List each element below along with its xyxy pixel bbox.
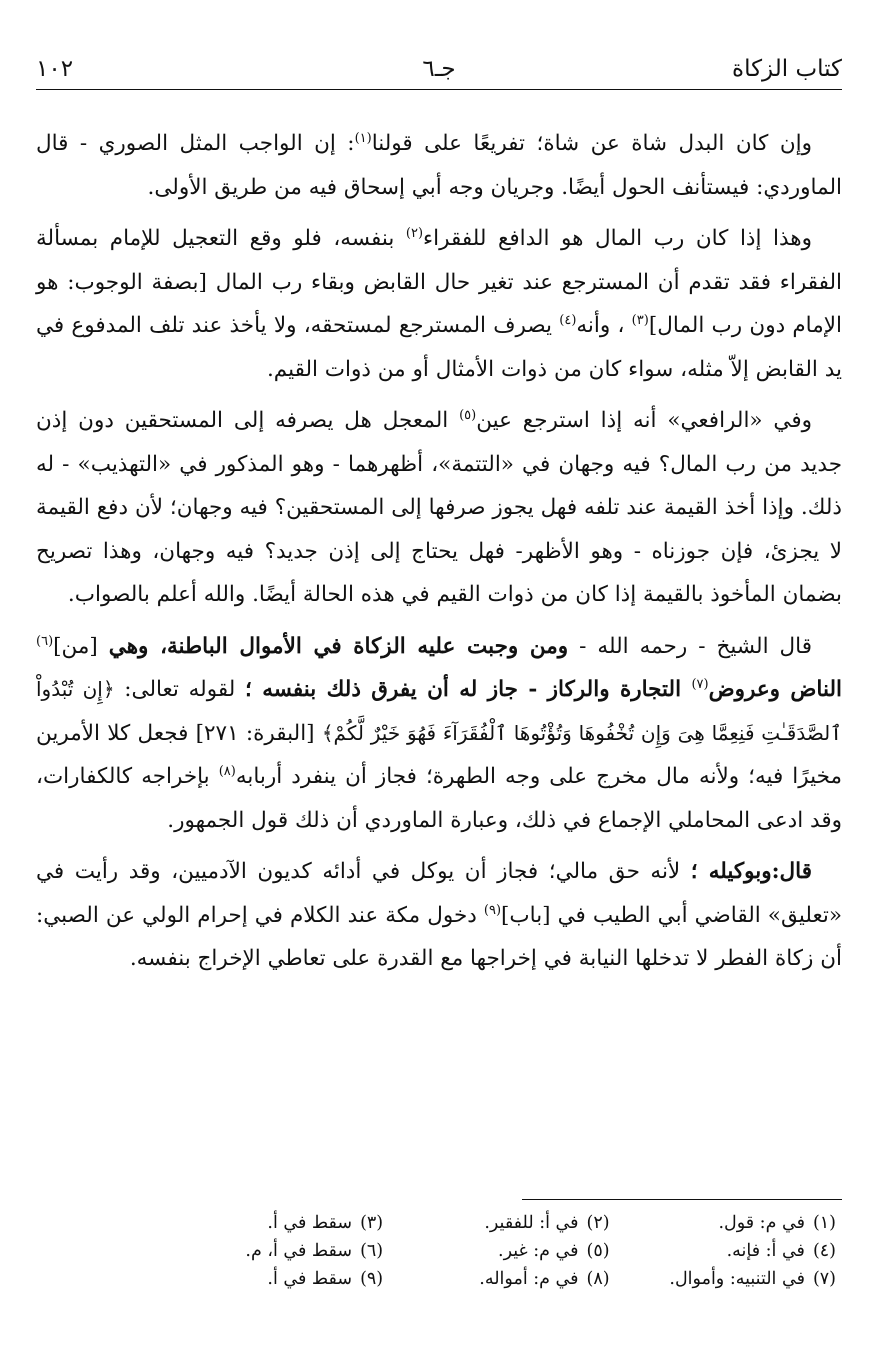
text-run: : إن الواجب المثل الصوري - قال الماوردي: فيستأنف الحول أيضًا. وجريان وجه أبي إسحاق فيه من طريق الأولى.	[36, 131, 842, 200]
footnote-number: (٣)	[360, 1213, 384, 1233]
footnote-number: (٨)	[586, 1269, 610, 1289]
footnote-ref: (٢)	[405, 225, 424, 241]
text-run: لأنه حق مالي؛ فجاز أن يوكل في أدائه كديون الآدميين، وقد رأيت في «تعليق» القاضي أبي الطيب في [باب]	[36, 859, 842, 928]
footnote-text: سقط في أ.	[267, 1213, 353, 1233]
quran-verse: ﴿إِن تُبْدُواْ ٱلصَّدَقَـٰتِ فَنِعِمَّا هِىَ وَإِن تُخْفُوهَا وَتُؤْتُوهَا ٱلْفُقَرَآءَ فَهُوَ خَيْرٌ لَّكُمْ﴾	[36, 677, 842, 745]
footnote-ref: (٩)	[483, 902, 502, 918]
footnote-text: سقط في أ.	[267, 1269, 353, 1289]
footnote	[610, 1209, 836, 1237]
footnote-number: (٢)	[586, 1213, 610, 1233]
footnote	[383, 1237, 609, 1265]
page-number: ١٠٢	[36, 56, 74, 82]
main-text	[36, 122, 842, 989]
footnote-text: في م: أمواله.	[479, 1269, 579, 1289]
footnote	[383, 1209, 609, 1237]
footnote	[157, 1265, 383, 1293]
paragraph-3	[36, 399, 842, 617]
text-run: بنفسه، فلو وقع التعجيل للإمام بمسألة الفقراء فقد تقدم أن المسترجع عند تغير حال القابض وبقاء رب المال [بصفة الوجوب: هو الإمام دون رب المال]	[36, 226, 842, 338]
footnote-ref: (٤)	[559, 312, 577, 328]
footnote-number: (٥)	[586, 1241, 610, 1261]
footnote	[157, 1209, 383, 1237]
paragraph-5	[36, 850, 842, 981]
volume-label: جـ٦	[422, 56, 456, 82]
paragraph-2	[36, 217, 842, 391]
footnote-ref: (٧)	[691, 676, 709, 692]
footnote-text: في م: غير.	[498, 1241, 579, 1261]
matn-text: قال:وبوكيله ؛	[690, 859, 812, 884]
text-run: دخول مكة عند الكلام في إحرام الولي عن الصبي: أن زكاة الفطر لا تدخلها النيابة في إخراجها مع القدرة على تعاطي الإخراج بنفسه.	[36, 902, 842, 971]
page-header	[36, 52, 842, 86]
text-run: ، وأنه	[576, 313, 632, 338]
footnote-number: (٧)	[812, 1269, 836, 1289]
footnote-row	[156, 1265, 836, 1293]
footnotes	[156, 1209, 836, 1293]
footnote	[610, 1237, 836, 1265]
footnote	[157, 1237, 383, 1265]
text-run: وإن كان البدل شاة عن شاة؛ تفريعًا على قولنا	[371, 131, 812, 156]
footnote-number: (٤)	[812, 1241, 836, 1261]
footnote-text: سقط في أ، م.	[245, 1241, 353, 1261]
matn-text: ومن وجبت عليه الزكاة في الأموال الباطنة، وهي	[108, 633, 569, 659]
footnote-number: (٩)	[360, 1269, 384, 1289]
footnote-text: في التنبيه: وأموال.	[669, 1269, 805, 1289]
footnote-text: في م: قول.	[718, 1213, 805, 1233]
footnote-ref: (٨)	[218, 763, 236, 779]
footnote-ref: (٥)	[459, 407, 477, 423]
matn-text: التجارة والركاز - جاز له أن يفرق ذلك بنفسه ؛	[245, 677, 692, 702]
text-run: وهذا إذا كان رب المال هو الدافع للفقراء	[423, 226, 812, 251]
footnote-ref: (٣)	[631, 312, 649, 328]
paragraph-4	[36, 625, 842, 843]
paragraph-1	[36, 122, 842, 209]
footnote-ref: (٦)	[36, 633, 54, 649]
matn-text: الناض وعروض	[708, 677, 842, 702]
text-run: [من]	[53, 633, 109, 659]
footnote-row	[156, 1237, 836, 1265]
book-title: كتاب الزكاة	[732, 56, 842, 82]
footnote-row	[156, 1209, 836, 1237]
book-page	[36, 52, 843, 1289]
text-run: لقوله تعالى:	[114, 677, 245, 702]
text-run: بإخراجه كالكفارات، وقد ادعى المحاملي الإجماع في ذلك، وعبارة الماوردي أن ذلك قول الجمهور.	[36, 764, 842, 833]
footnote-ref: (١)	[354, 130, 372, 146]
footnote-number: (٦)	[360, 1241, 384, 1261]
text-run: قال الشيخ - رحمه الله -	[568, 633, 812, 659]
text-run: المعجل هل يصرفه إلى المستحقين دون إذن جديد من رب المال؟ فيه وجهان في «التتمة»، أظهرهما - وهو المذكور في «التهذيب» - له ذلك. وإذا أخذ القيمة عند تلفه فهل يجوز صرفها إلى المستحقين؟ فيه وجهان؛ لأن دفع القيمة لا يجزئ، فإن جوزناه - وهو الأظهر- فهل يحتاج إلى إذن جديد؟ فيه وجهان، وهذا تصريح بضمان المأخوذ بالقيمة إذا كان من ذوات القيم في هذه الحالة أيضًا. والله أعلم بالصواب.	[36, 408, 842, 607]
footnote	[383, 1265, 609, 1293]
footnote-text: في أ: للفقير.	[484, 1213, 579, 1233]
text-run: يصرف المسترجع لمستحقه، ولا يأخذ عند تلف المدفوع في يد القابض إلاّ مثله، سواء كان من ذوات الأمثال أو من ذوات القيم.	[36, 313, 842, 382]
footnote-text: في أ: فإنه.	[726, 1241, 805, 1261]
footnote-number: (١)	[812, 1213, 836, 1233]
text-run: [البقرة: ٢٧١] فجعل كلا الأمرين مخيرًا فيه؛ ولأنه مال مخرج على وجه الطهرة؛ فجاز أن ينفرد أربابه	[36, 720, 843, 789]
text-run: وفي «الرافعي» أنه إذا استرجع عين	[476, 408, 813, 433]
footnote-rule	[522, 1199, 842, 1200]
footnote	[610, 1265, 836, 1293]
header-rule	[36, 89, 842, 90]
